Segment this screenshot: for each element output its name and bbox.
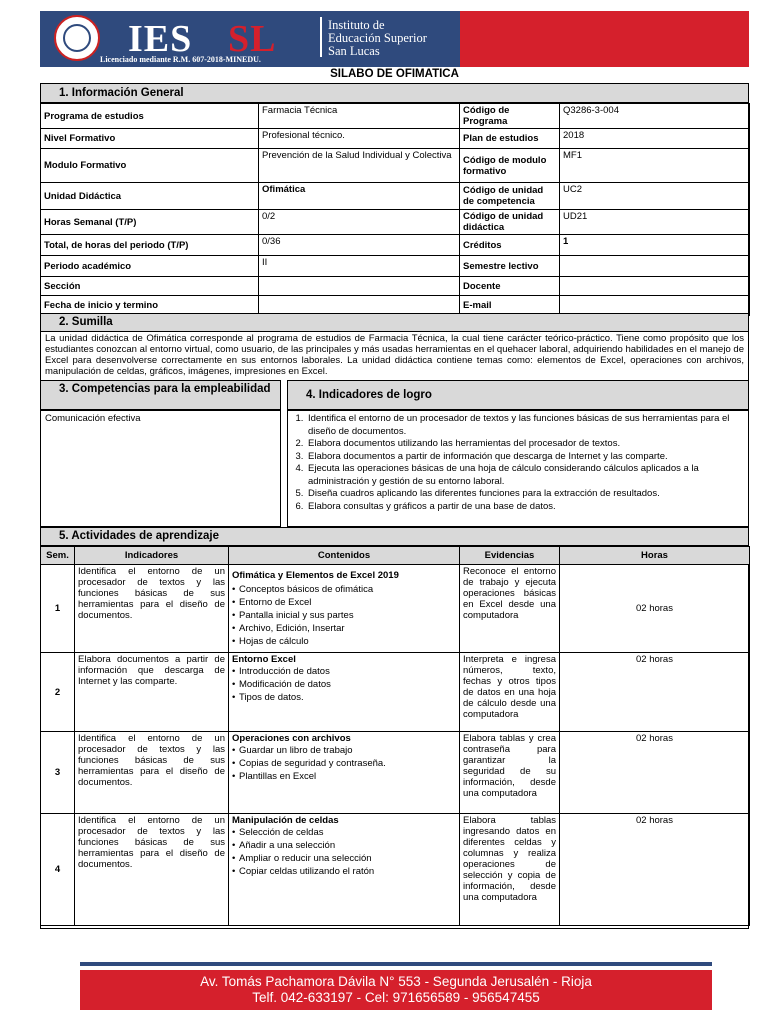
logo-sl: SL <box>228 18 277 60</box>
logo-ies: IES <box>128 18 193 60</box>
activity-content-list <box>232 665 456 704</box>
general-info-label: E-mail <box>460 296 560 316</box>
activity-evidence: Elabora tablas y crea contraseña para garantizar la seguridad de su información, desde una computadora <box>460 732 560 814</box>
col-header-contenidos: Contenidos <box>229 547 460 565</box>
general-info-value <box>259 277 460 296</box>
license-text: Licenciado mediante R.M. 607-2018-MINEDU. <box>100 55 261 64</box>
general-info-label: Programa de estudios <box>41 104 259 129</box>
activity-hours: 02 horas <box>560 565 750 653</box>
activity-row <box>41 653 750 732</box>
activity-week: 2 <box>41 653 75 732</box>
activity-content-list <box>232 826 456 878</box>
general-info-value: Q3286-3-004 <box>560 104 750 129</box>
general-info-value: Farmacia Técnica <box>259 104 460 129</box>
activity-content-item: • Plantillas en Excel <box>232 770 456 783</box>
indicador-item: 3. Elabora documentos a partir de información que descarga de Internet y las comparte. <box>306 451 740 464</box>
activity-content-item: • Ampliar o reducir una selección <box>232 852 456 865</box>
activity-indicator: Identifica el entorno de un procesador de textos y las funciones básicas de sus herramientas para el diseño de documentos. <box>75 565 229 653</box>
logo-divider <box>320 17 322 57</box>
activity-indicator: Elabora documentos a partir de información que descarga de Internet y las comparte. <box>75 653 229 732</box>
general-info-label: Plan de estudios <box>460 129 560 149</box>
general-info-label: Horas Semanal (T/P) <box>41 210 259 235</box>
activity-content-item: • Pantalla inicial y sus partes <box>232 609 456 622</box>
activity-content-item: • Modificación de datos <box>232 678 456 691</box>
general-info-value: 0/2 <box>259 210 460 235</box>
activity-row <box>41 814 750 926</box>
activity-hours: 02 horas <box>560 653 750 732</box>
activity-row <box>41 565 750 653</box>
general-info-value: II <box>259 256 460 277</box>
institute-seal-icon <box>54 15 100 61</box>
general-info-value: 1 <box>560 235 750 256</box>
activity-content-list <box>232 583 456 648</box>
activities-table <box>40 546 750 926</box>
general-info-label: Sección <box>41 277 259 296</box>
activity-evidence: Reconoce el entorno de trabajo y ejecuta operaciones básicas en Excel desde una computadora <box>460 565 560 653</box>
general-info-row <box>41 149 750 183</box>
activity-content-title: Ofimática y Elementos de Excel 2019 <box>232 570 399 581</box>
activity-indicator: Identifica el entorno de un procesador de textos y las funciones básicas de sus herramientas para el diseño de documentos. <box>75 814 229 926</box>
general-info-row <box>41 210 750 235</box>
general-info-row <box>41 256 750 277</box>
indicadores-cell <box>287 410 749 527</box>
general-info-label: Total, de horas del periodo (T/P) <box>41 235 259 256</box>
general-info-row <box>41 129 750 149</box>
general-info-row <box>41 235 750 256</box>
section-indicadores: 4. Indicadores de logro <box>287 380 749 410</box>
general-info-value: UD21 <box>560 210 750 235</box>
sumilla-text: La unidad didáctica de Ofimática corresponde al programa de estudios de Farmacia Técnica, la cual tiene carácter teórico-práctico. Tiene como propósito que los estudiantes conozcan al entorno virtual, como usuario, de las principales y más usadas herramientas en el quehacer laboral, adquiriendo habilidades en el manejo de Excel para desenvolverse correctamente en sus entornos laborales. La unidad didáctica contiene temas como: elementos de Excel, operaciones con archivos, manipulación de celdas, gráficos, imágenes, impresiones en Excel. <box>40 332 749 380</box>
activity-content-item: • Copias de seguridad y contraseña. <box>232 757 456 770</box>
header-red-band <box>460 11 749 67</box>
activity-contents <box>229 814 460 926</box>
activity-content-title: Entorno Excel <box>232 654 296 665</box>
general-info-value: Ofimática <box>259 183 460 210</box>
general-info-label: Periodo académico <box>41 256 259 277</box>
col-header-evidencias: Evidencias <box>460 547 560 565</box>
indicadores-list <box>292 413 740 513</box>
general-info-label: Créditos <box>460 235 560 256</box>
general-info-value: Profesional técnico. <box>259 129 460 149</box>
footer-divider <box>80 962 712 966</box>
general-info-value: MF1 <box>560 149 750 183</box>
activity-content-item: • Copiar celdas utilizando el ratón <box>232 865 456 878</box>
document-title: SILABO DE OFIMATICA <box>330 68 459 80</box>
indicador-item: 5. Diseña cuadros aplicando las diferentes funciones para la extracción de resultados. <box>306 488 740 501</box>
general-info-value: 0/36 <box>259 235 460 256</box>
footer-phones: Telf. 042-633197 - Cel: 971656589 - 956547455 <box>252 990 540 1005</box>
activity-row <box>41 732 750 814</box>
col-header-sem: Sem. <box>41 547 75 565</box>
general-info-label: Código de Programa <box>460 104 560 129</box>
activity-content-item: • Hojas de cálculo <box>232 635 456 648</box>
general-info-value <box>560 277 750 296</box>
activity-evidence: Interpreta e ingresa números, texto, fechas y otros tipos de datos en una hoja de cálculo desde una computadora <box>460 653 560 732</box>
general-info-label: Código de modulo formativo <box>460 149 560 183</box>
section-general-info: 1. Información General <box>40 83 749 103</box>
section-actividades: 5. Actividades de aprendizaje <box>40 527 749 546</box>
general-info-label: Código de unidad de competencia <box>460 183 560 210</box>
activity-contents <box>229 732 460 814</box>
activity-content-list <box>232 744 456 783</box>
col-header-horas: Horas <box>560 547 750 565</box>
general-info-label: Nivel Formativo <box>41 129 259 149</box>
general-info-label: Docente <box>460 277 560 296</box>
general-info-value: UC2 <box>560 183 750 210</box>
general-info-label: Modulo Formativo <box>41 149 259 183</box>
activity-week: 1 <box>41 565 75 653</box>
header-banner <box>40 11 749 67</box>
general-info-label: Semestre lectivo <box>460 256 560 277</box>
general-info-table <box>40 103 750 316</box>
activity-content-title: Manipulación de celdas <box>232 815 339 826</box>
activity-content-item: • Tipos de datos. <box>232 691 456 704</box>
general-info-label: Código de unidad didáctica <box>460 210 560 235</box>
general-info-value: 2018 <box>560 129 750 149</box>
col-header-indicadores: Indicadores <box>75 547 229 565</box>
institute-name: Instituto de Educación Superior San Lucas <box>328 18 427 58</box>
activity-content-item: • Conceptos básicos de ofimática <box>232 583 456 596</box>
activity-indicator: Identifica el entorno de un procesador de textos y las funciones básicas de sus herramientas para el diseño de documentos. <box>75 732 229 814</box>
general-info-row <box>41 277 750 296</box>
activity-hours: 02 horas <box>560 732 750 814</box>
activity-content-item: • Entorno de Excel <box>232 596 456 609</box>
general-info-label: Unidad Didáctica <box>41 183 259 210</box>
general-info-row <box>41 183 750 210</box>
activity-content-item: • Selección de celdas <box>232 826 456 839</box>
activity-contents <box>229 565 460 653</box>
general-info-label: Fecha de inicio y termino <box>41 296 259 316</box>
competencia-cell <box>40 410 281 527</box>
activity-content-item: • Añadir a una selección <box>232 839 456 852</box>
footer-address: Av. Tomás Pachamora Dávila N° 553 - Segunda Jerusalén - Rioja <box>200 974 592 989</box>
activity-content-item: • Introducción de datos <box>232 665 456 678</box>
indicador-item: 1. Identifica el entorno de un procesador de textos y las funciones básicas de sus herramientas para el diseño de documentos. <box>306 413 740 438</box>
section-competencias: 3. Competencias para la empleabilidad <box>40 380 281 410</box>
activity-content-title: Operaciones con archivos <box>232 733 351 744</box>
competencia-text: Comunicación efectiva <box>45 413 141 424</box>
indicador-item: 6. Elabora consultas y gráficos a partir de una base de datos. <box>306 501 740 514</box>
activity-week: 4 <box>41 814 75 926</box>
general-info-row <box>41 104 750 129</box>
section-sumilla: 2. Sumilla <box>40 313 749 332</box>
general-info-value: Prevención de la Salud Individual y Colectiva <box>259 149 460 183</box>
activity-content-item: • Archivo, Edición, Insertar <box>232 622 456 635</box>
activity-week: 3 <box>41 732 75 814</box>
activity-hours: 02 horas <box>560 814 750 926</box>
footer <box>80 970 712 1010</box>
activity-content-item: • Guardar un libro de trabajo <box>232 744 456 757</box>
indicador-item: 4. Ejecuta las operaciones básicas de una hoja de cálculo considerando cálculos aplicados a la administración y gestión de su entorno laboral. <box>306 463 740 488</box>
activity-contents <box>229 653 460 732</box>
activity-evidence: Elabora tablas ingresando datos en diferentes celdas y columnas y realiza operaciones de selección y copia de información, desde una computadora <box>460 814 560 926</box>
general-info-value <box>560 256 750 277</box>
indicador-item: 2. Elabora documentos utilizando las herramientas del procesador de textos. <box>306 438 740 451</box>
